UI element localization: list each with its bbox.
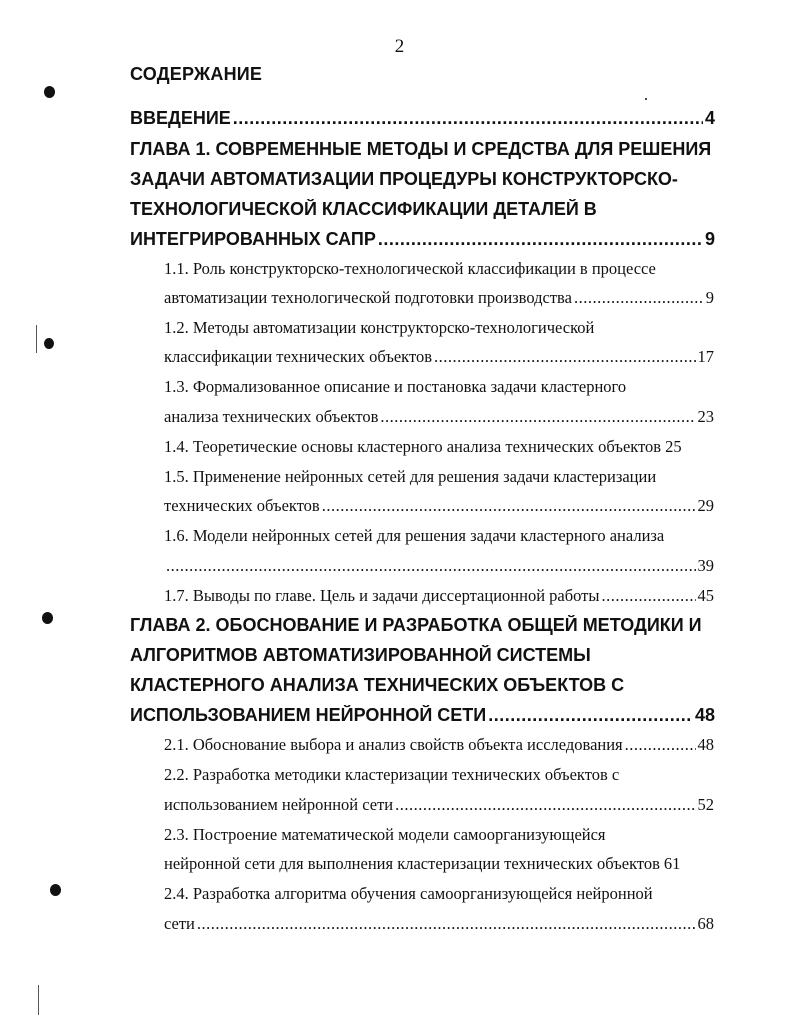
binding-hole-mark: [44, 86, 55, 98]
toc-entry-text: 2.4. Разработка алгоритма обучения самоорганизующейся нейронной: [164, 884, 653, 903]
toc-section-2-2-line-1: [164, 765, 714, 795]
binding-hole-mark: [44, 338, 54, 349]
toc-leader-dots: [574, 288, 704, 308]
toc-chapter-2-line-4: [130, 705, 715, 735]
toc-entry-page: 68: [697, 914, 714, 933]
toc-section-2-4-line-1: [164, 884, 714, 914]
toc-entry-text: технических объектов: [164, 496, 320, 515]
toc-section-1-1-line-1: [164, 259, 714, 289]
toc-entry-text: анализа технических объектов: [164, 407, 379, 426]
toc-entry-text: АЛГОРИТМОВ АВТОМАТИЗИРОВАННОЙ СИСТЕМЫ: [130, 645, 591, 665]
toc-chapter-1-line-1: [130, 139, 715, 169]
toc-entry-page: 9: [705, 288, 714, 307]
toc-entry-page: 48: [694, 705, 715, 725]
toc-entry-page: 4: [704, 108, 715, 128]
toc-leader-dots: [488, 705, 693, 726]
toc-leader-dots: [166, 556, 696, 576]
toc-entry-text: 1.5. Применение нейронных сетей для решения задачи кластеризации: [164, 467, 657, 486]
toc-section-1-3-line-1: [164, 377, 714, 407]
toc-entry-text: ИСПОЛЬЗОВАНИЕМ НЕЙРОННОЙ СЕТИ: [130, 705, 487, 725]
toc-section-1-4: [164, 437, 714, 467]
toc-chapter-2-line-2: [130, 645, 715, 675]
toc-entry-page: 45: [697, 586, 714, 605]
toc-entry-text: 1.6. Модели нейронных сетей для решения задачи кластерного анализа: [164, 526, 665, 545]
toc-section-2-1: [164, 735, 714, 765]
toc-entry-page: 48: [697, 735, 714, 754]
toc-entry-text: ЗАДАЧИ АВТОМАТИЗАЦИИ ПРОЦЕДУРЫ КОНСТРУКТОРСКО-: [130, 169, 678, 189]
binding-hole-mark: [50, 884, 61, 896]
toc-section-1-7: [164, 586, 714, 616]
toc-entry-text: КЛАСТЕРНОГО АНАЛИЗА ТЕХНИЧЕСКИХ ОБЪЕКТОВ С: [130, 675, 625, 695]
toc-entry-text: 2.2. Разработка методики кластеризации технических объектов с: [164, 765, 620, 784]
toc-entry-text: 1.7. Выводы по главе. Цель и задачи диссертационной работы: [164, 586, 600, 605]
toc-entry-text: автоматизации технологической подготовки производства: [164, 288, 572, 307]
toc-section-1-1-line-2: [164, 288, 714, 318]
toc-entry-text: 2.1. Обоснование выбора и анализ свойств объекта исследования: [164, 735, 623, 754]
toc-entry-text: ИНТЕГРИРОВАННЫХ САПР: [130, 229, 376, 249]
toc-chapter-1-line-2: [130, 169, 715, 199]
toc-entry-page: 17: [697, 347, 714, 366]
toc-entry-page: 23: [697, 407, 714, 426]
toc-entry-page: 39: [697, 556, 714, 575]
toc-entry-text: сети: [164, 914, 195, 933]
toc-leader-dots: [625, 735, 696, 755]
toc-section-1-5-line-1: [164, 467, 714, 497]
toc-leader-dots: [434, 347, 695, 367]
toc-entry-text: ТЕХНОЛОГИЧЕСКОЙ КЛАССИФИКАЦИИ ДЕТАЛЕЙ В: [130, 199, 597, 219]
toc-entry-text: ГЛАВА 1. СОВРЕМЕННЫЕ МЕТОДЫ И СРЕДСТВА ДЛЯ РЕШЕНИЯ: [130, 139, 712, 159]
toc-section-2-2-line-2: [164, 795, 714, 825]
toc-entry-page: 61: [663, 854, 681, 873]
toc-entry-text: нейронной сети для выполнения кластеризации технических объектов: [164, 854, 660, 873]
toc-entry-page: 29: [697, 496, 714, 515]
toc-entry-text: 1.2. Методы автоматизации конструкторско-технологической: [164, 318, 595, 337]
toc-section-1-5-line-2: [164, 496, 714, 526]
toc-leader-dots: [601, 586, 695, 606]
toc-section-1-6-line-1: [164, 526, 714, 556]
toc-chapter-2-line-3: [130, 675, 715, 705]
toc-leader-dots: [197, 914, 696, 934]
speck: [645, 98, 647, 100]
toc-leader-dots: [378, 229, 703, 250]
toc-leader-dots: [233, 108, 703, 129]
toc-chapter-2-line-1: [130, 615, 715, 645]
toc-chapter-1-line-3: [130, 199, 715, 229]
toc-entry-introduction: [130, 108, 715, 138]
toc-section-1-3-line-2: [164, 407, 714, 437]
toc-entry-text: 2.3. Построение математической модели самоорганизующейся: [164, 825, 606, 844]
toc-entry-text: ГЛАВА 2. ОБОСНОВАНИЕ И РАЗРАБОТКА ОБЩЕЙ МЕТОДИКИ И: [130, 615, 702, 635]
toc-section-1-2-line-1: [164, 318, 714, 348]
toc-entry-text: ВВЕДЕНИЕ: [130, 108, 231, 128]
toc-leader-dots: [395, 795, 695, 815]
binding-hole-mark: [42, 612, 53, 624]
toc-section-2-3-line-2: [164, 854, 714, 884]
toc-section-2-4-line-2: [164, 914, 714, 944]
toc-section-1-2-line-2: [164, 347, 714, 377]
toc-chapter-1-line-4: [130, 229, 715, 259]
toc-section-2-3-line-1: [164, 825, 714, 855]
toc-section-1-6-line-2: [164, 556, 714, 586]
toc-leader-dots: [322, 496, 696, 516]
toc-entry-text: классификации технических объектов: [164, 347, 433, 366]
page-number: 2: [394, 36, 405, 57]
toc-entry-page: 9: [704, 229, 715, 249]
scan-edge-line: [36, 325, 37, 353]
toc-entry-text: 1.3. Формализованное описание и постановка задачи кластерного: [164, 377, 627, 396]
toc-entry-page: 52: [697, 795, 714, 814]
toc-entry-text: 1.1. Роль конструкторско-технологической классификации в процессе: [164, 259, 656, 278]
toc-entry-text: 1.4. Теоретические основы кластерного анализа технических объектов: [164, 437, 662, 456]
toc-entry-text: использованием нейронной сети: [164, 795, 394, 814]
toc-entry-page: 25: [665, 437, 682, 456]
toc-heading: СОДЕРЖАНИЕ: [130, 64, 263, 84]
toc-leader-dots: [380, 407, 695, 427]
scan-edge-line: [38, 985, 39, 1015]
